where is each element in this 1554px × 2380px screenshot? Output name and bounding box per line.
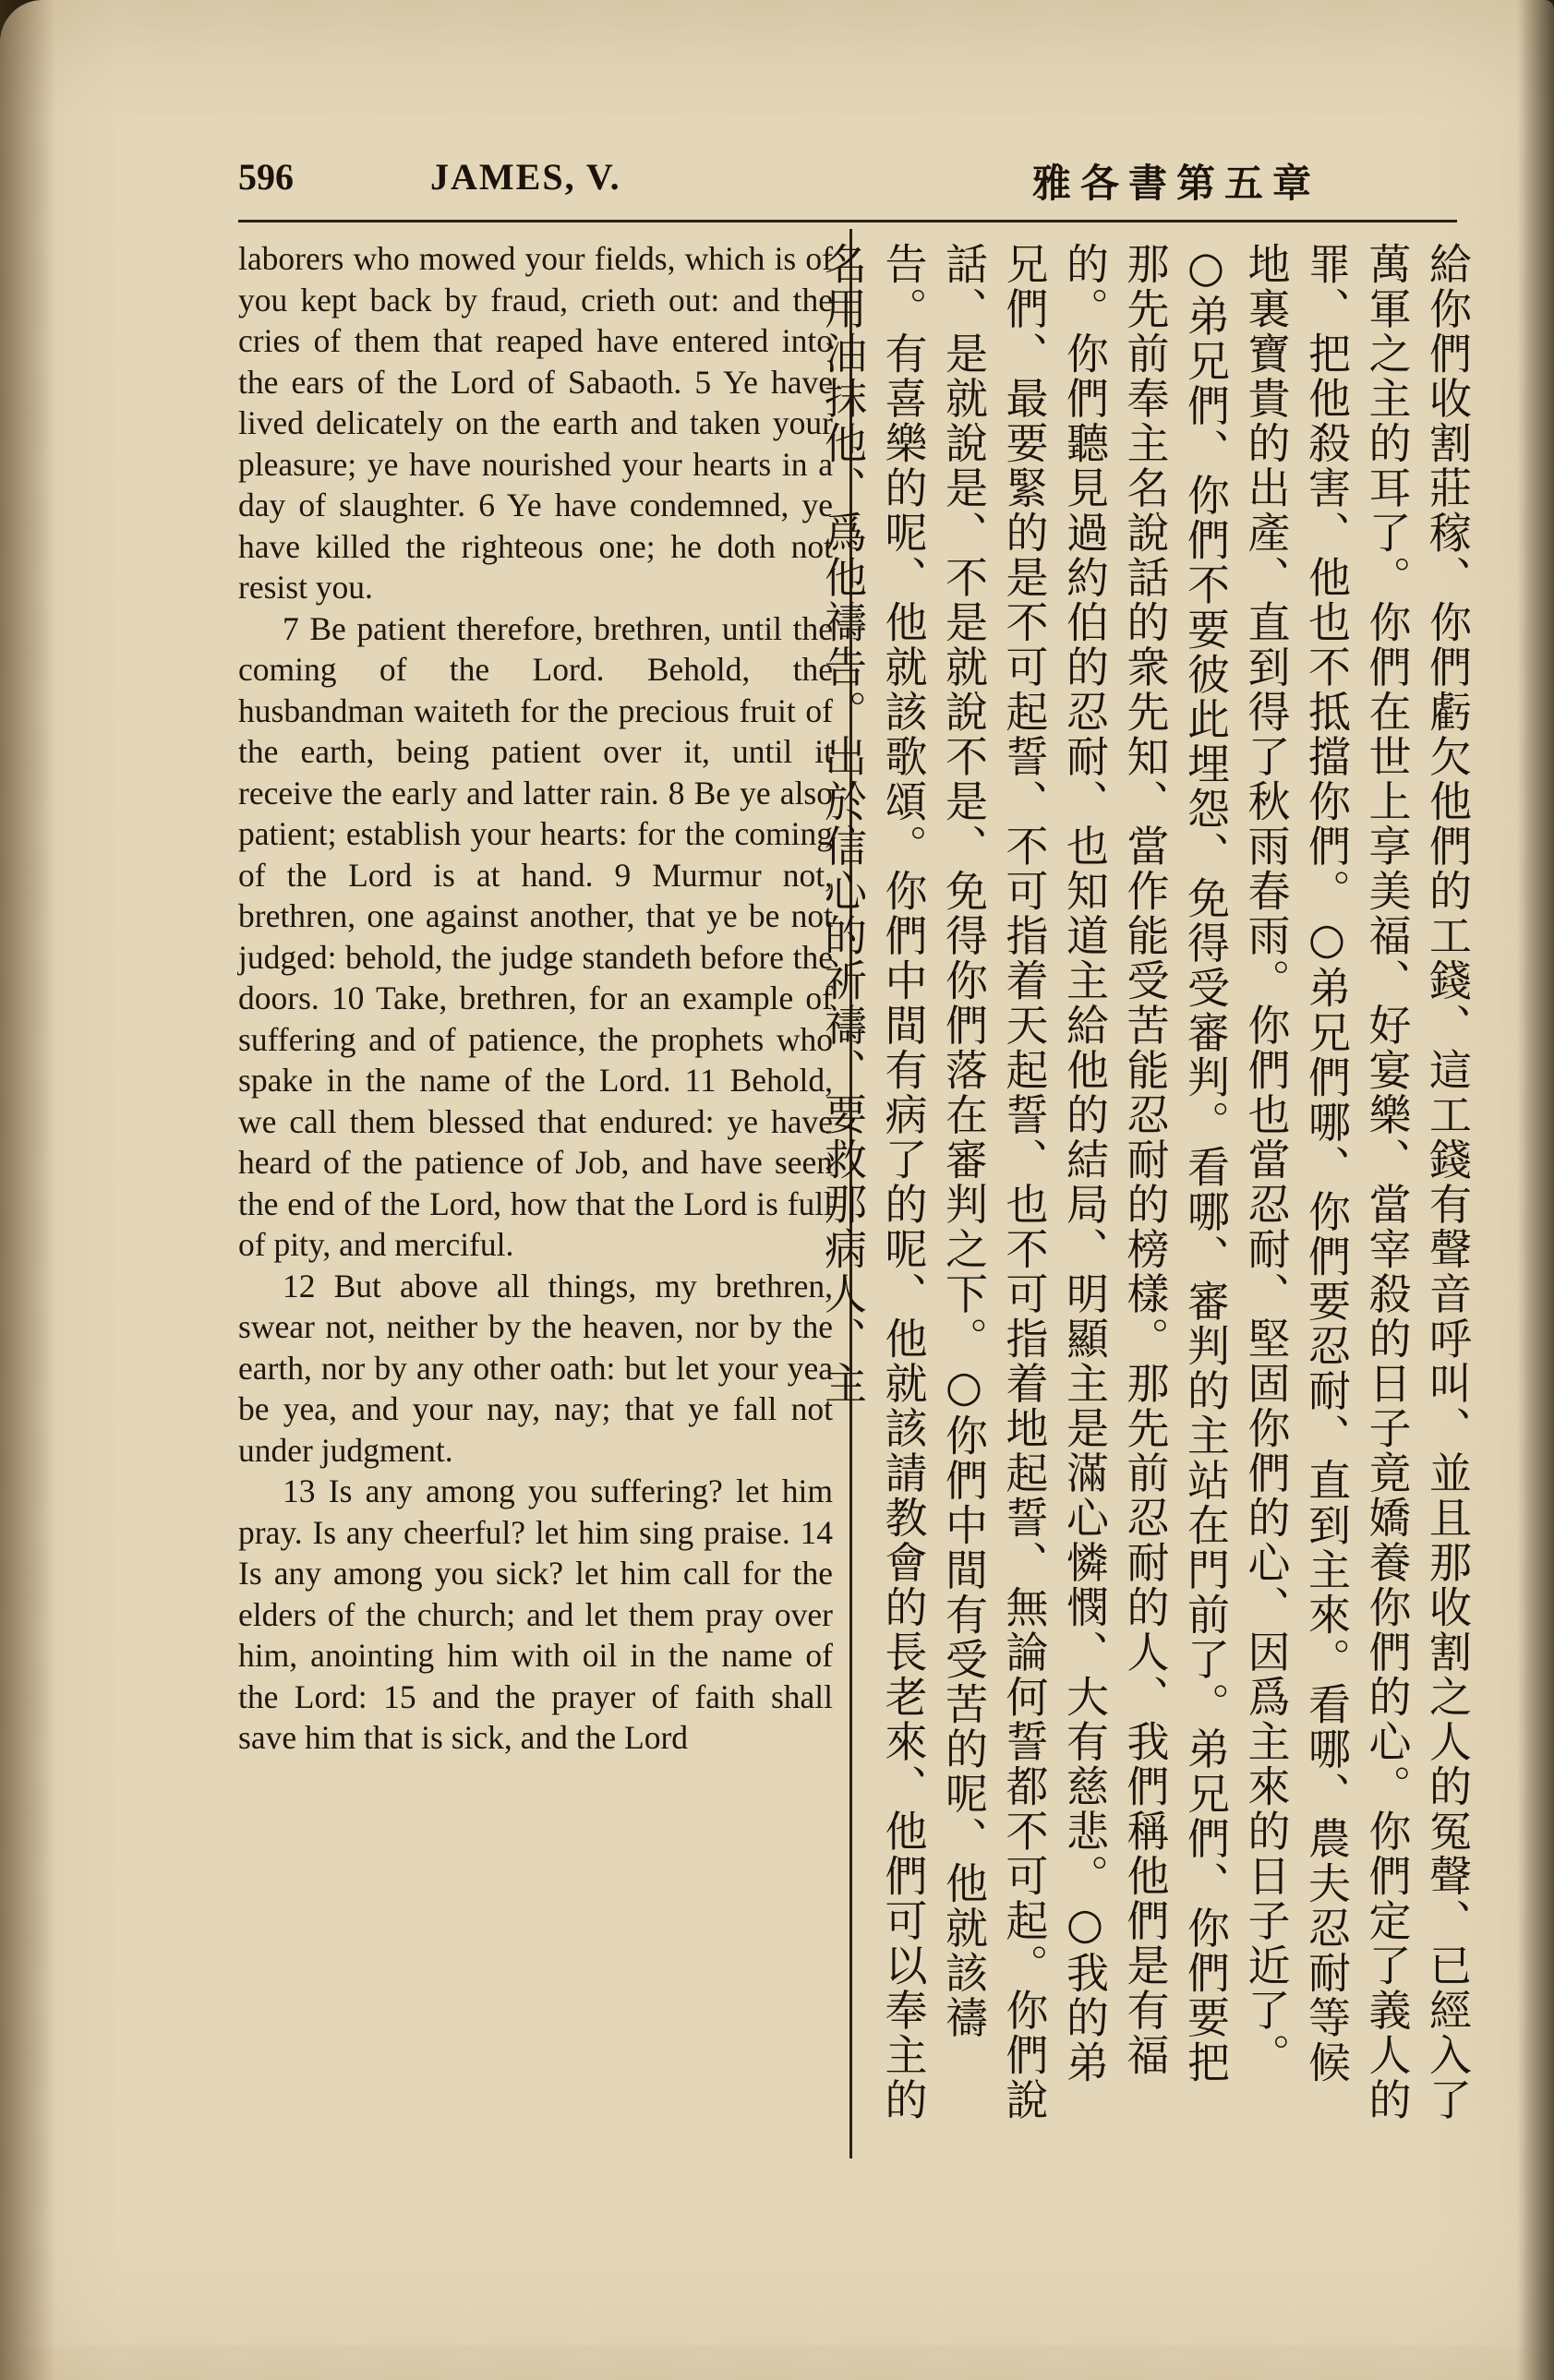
english-paragraph: laborers who mowed your fields, which is of you kept back by fraud, crieth out: and the cries of them that reaped have entered into the ears of the Lord of Sabaoth. 5 Ye have lived delicately on the earth and taken your pleasure; ye have nourished your hearts in a day of slaughter. 6 Ye have condemned, ye have killed the righteous one; he doth not resist you.	[238, 240, 833, 606]
english-text-column	[238, 238, 833, 2158]
chinese-text-column: 給你們收割莊稼、你們虧欠他們的工錢、這工錢有聲音呼叫、並且那收割之人的冤聲、已經入了萬軍之主的耳了。你們在世上享美福、好宴樂、當宰殺的日子竟嬌養你們的心。你們定了義人的罪、把他殺害、他也不抵擋你們。○弟兄們哪、你們要忍耐、直到主來。看哪、農夫忍耐等候地裏寶貴的出產、直到得了秋雨春雨。你們也當忍耐、堅固你們的心、因爲主來的日子近了。○弟兄們、你們不要彼此埋怨、免得受審判。看哪、審判的主站在門前了。弟兄們、你們要把那先前奉主名說話的衆先知、當作能受苦能忍耐的榜樣。那先前忍耐的人、我們稱他們是有福的。你們聽見過約伯的忍耐、也知道主給他的結局、明顯主是滿心憐憫、大有慈悲。○我的弟兄們、最要緊的是不可起誓、不可指着天起誓、也不可指着地起誓、無論何誓都不可起。你們說話、是就說是、不是就說不是、免得你們落在審判之下。○你們中間有受苦的呢、他就該禱告。有喜樂的呢、他就該歌頌。你們中間有病了的呢、他就該請教會的長老來、他們可以奉主的名用油抹他、爲他禱告。出於信心的祈禱、要救那病人、主	[818, 242, 1473, 2122]
running-head: JAMES, V.	[430, 156, 621, 198]
english-paragraph: 7 Be patient therefore, brethren, until the coming of the Lord. Behold, the husbandman waiteth for the precious fruit of the earth, being patient over it, until it receive the early and latter rain. 8 Be ye also patient; establish your hearts: for the coming of the Lord is at hand. 9 Murmur not, brethren, one against another, that ye be not judged: behold, the judge standeth before the doors. 10 Take, brethren, for an example of suffering and of patience, the prophets who spake in the name of the Lord. 11 Behold, we call them blessed that endured: ye have heard of the patience of Job, and have seen the end of the Lord, how that the Lord is full of pity, and merciful.	[238, 609, 833, 1263]
english-paragraph: 13 Is any among you suffering? let him pray. Is any cheerful? let him sing praise. 14 Is any among you sick? let him call for the elders of the church; and let them pray over him, anointing him with oil in the name of the Lord: 15 and the prayer of faith shall save him that is sick, and the Lord	[238, 1472, 833, 1756]
chinese-running-head: 雅各書第五章	[1031, 161, 1320, 206]
page-number: 596	[238, 156, 294, 198]
page-header	[238, 155, 1457, 210]
english-paragraph: 12 But above all things, my brethren, swear not, neither by the heaven, nor by the earth, nor by any other oath: but let your yea be yea, and your nay, nay; that ye fall not under judgment.	[238, 1267, 833, 1469]
header-rule	[238, 220, 1457, 222]
